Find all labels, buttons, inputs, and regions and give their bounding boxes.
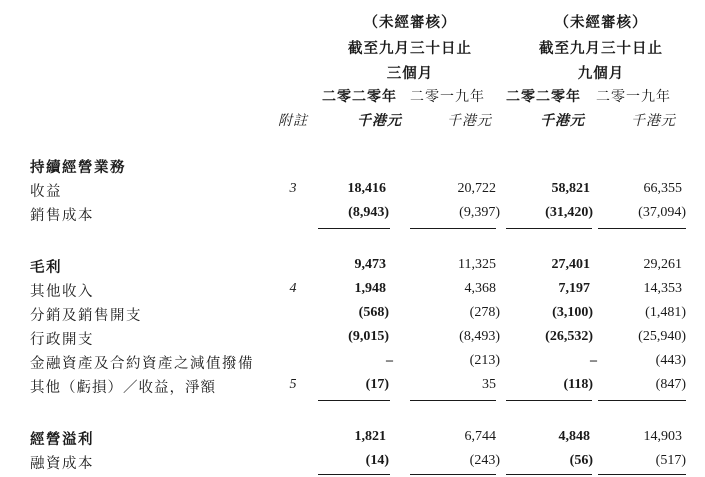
cell-finance-costs-col2: (243) <box>469 453 500 468</box>
cell-cost-of-sales-col3: (31,420) <box>545 205 593 220</box>
cell-operating-profit-col2: 6,744 <box>464 429 496 444</box>
col4-year: 二零一九年 <box>596 89 671 105</box>
row-label-cost-of-sales: 銷售成本 <box>30 208 94 224</box>
right-group-duration: 九個月 <box>577 65 625 82</box>
cell-distribution-col4: (1,481) <box>645 305 686 320</box>
cell-distribution-col1: (568) <box>358 305 389 320</box>
cell-impairment-col4: (443) <box>655 353 686 368</box>
cell-finance-costs-col1: (14) <box>365 453 389 468</box>
cell-distribution-col2: (278) <box>469 305 500 320</box>
cell-other-gains-col2: 35 <box>482 377 496 392</box>
row-label-revenue: 收益 <box>30 184 62 200</box>
row-note-other-gains-losses: 5 <box>289 377 297 392</box>
subtotal-rule-col4-top <box>598 228 686 229</box>
subtotal-rule-col3-top <box>506 228 592 229</box>
cell-administrative-col4: (25,940) <box>638 329 686 344</box>
cell-operating-profit-col1: 1,821 <box>354 429 386 444</box>
cell-other-gains-col3: (118) <box>563 377 593 392</box>
cell-gross-profit-col2: 11,325 <box>458 257 496 272</box>
col4-unit: 千港元 <box>631 113 676 129</box>
cell-administrative-col3: (26,532) <box>545 329 593 344</box>
cell-other-gains-col4: (847) <box>655 377 686 392</box>
left-group-duration: 三個月 <box>386 65 434 82</box>
cell-cost-of-sales-col4: (37,094) <box>638 205 686 220</box>
col2-unit: 千港元 <box>447 113 492 129</box>
cell-other-income-col1: 1,948 <box>354 281 386 296</box>
row-label-finance-costs: 融資成本 <box>30 456 94 472</box>
cell-other-income-col3: 7,197 <box>558 281 590 296</box>
subtotal-rule-col3-bottom <box>506 474 592 475</box>
col1-year: 二零二零年 <box>322 89 397 105</box>
row-label-gross-profit: 毛利 <box>30 259 62 276</box>
col3-unit: 千港元 <box>540 113 585 129</box>
subtotal-rule-col2-mid <box>410 400 496 401</box>
cell-finance-costs-col3: (56) <box>569 453 593 468</box>
left-group-period-end: 截至九月三十日止 <box>348 40 472 57</box>
row-note-revenue: 3 <box>289 181 297 196</box>
subtotal-rule-col2-top <box>410 228 496 229</box>
right-group-period-end: 截至九月三十日止 <box>539 40 663 57</box>
subtotal-rule-col3-mid <box>506 400 592 401</box>
cell-revenue-col4: 66,355 <box>643 181 682 196</box>
cell-revenue-col3: 58,821 <box>551 181 590 196</box>
row-label-distribution-selling-expenses: 分銷及銷售開支 <box>30 308 142 324</box>
cell-impairment-col1: – <box>386 353 393 368</box>
subtotal-rule-col4-mid <box>598 400 686 401</box>
cell-administrative-col2: (8,493) <box>459 329 500 344</box>
subtotal-rule-col1-mid <box>318 400 390 401</box>
cell-distribution-col3: (3,100) <box>552 305 593 320</box>
note-column-label: 附註 <box>278 113 308 129</box>
cell-other-gains-col1: (17) <box>365 377 389 392</box>
left-group-unaudited: （未經審核） <box>363 14 457 31</box>
cell-impairment-col2: (213) <box>469 353 500 368</box>
row-label-other-gains-losses: 其他（虧損）／收益，淨額 <box>30 380 216 396</box>
row-label-administrative-expenses: 行政開支 <box>30 332 94 348</box>
cell-revenue-col1: 18,416 <box>347 181 386 196</box>
cell-cost-of-sales-col1: (8,943) <box>348 205 389 220</box>
cell-revenue-col2: 20,722 <box>457 181 496 196</box>
cell-gross-profit-col1: 9,473 <box>354 257 386 272</box>
subtotal-rule-col4-bottom <box>598 474 686 475</box>
cell-cost-of-sales-col2: (9,397) <box>459 205 500 220</box>
subtotal-rule-col1-bottom <box>318 474 390 475</box>
cell-gross-profit-col3: 27,401 <box>551 257 590 272</box>
row-label-continuing-operations: 持續經營業務 <box>30 159 126 176</box>
col2-year: 二零一九年 <box>410 89 485 105</box>
right-group-unaudited: （未經審核） <box>554 14 648 31</box>
row-note-other-income: 4 <box>289 281 297 296</box>
row-label-impairment-provision: 金融資產及合約資產之減值撥備 <box>30 356 254 372</box>
col1-unit: 千港元 <box>357 113 402 129</box>
cell-operating-profit-col4: 14,903 <box>643 429 682 444</box>
cell-other-income-col4: 14,353 <box>643 281 682 296</box>
cell-administrative-col1: (9,015) <box>348 329 389 344</box>
col3-year: 二零二零年 <box>506 89 581 105</box>
cell-finance-costs-col4: (517) <box>655 453 686 468</box>
row-label-operating-profit: 經營溢利 <box>30 431 94 448</box>
cell-impairment-col3: – <box>590 353 597 368</box>
cell-other-income-col2: 4,368 <box>464 281 496 296</box>
cell-operating-profit-col3: 4,848 <box>558 429 590 444</box>
subtotal-rule-col1-top <box>318 228 390 229</box>
row-label-other-income: 其他收入 <box>30 284 94 300</box>
subtotal-rule-col2-bottom <box>410 474 496 475</box>
cell-gross-profit-col4: 29,261 <box>643 257 682 272</box>
